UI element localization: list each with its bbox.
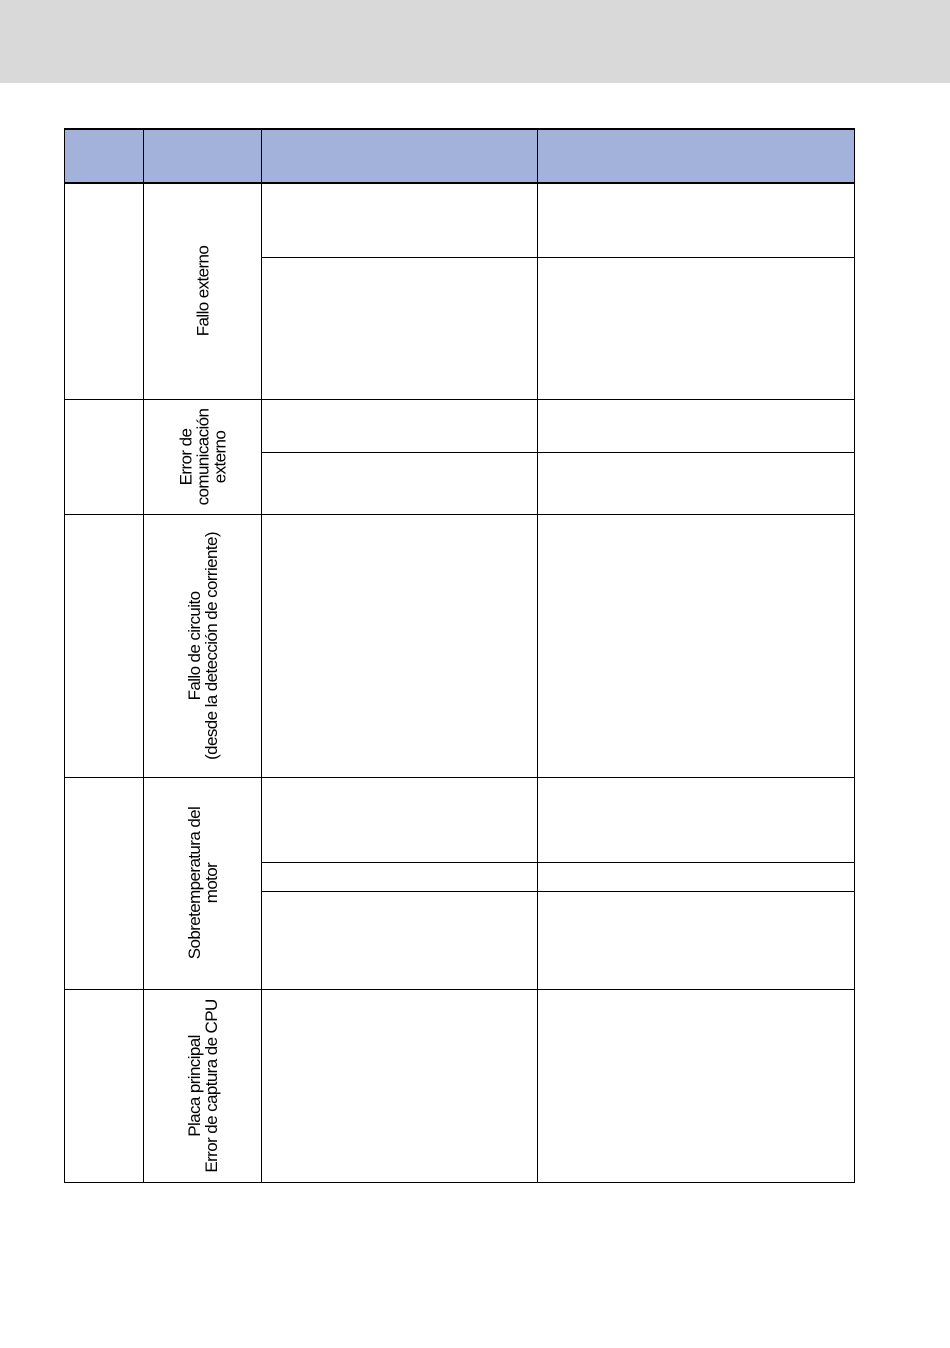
remedy-cell [538, 862, 855, 891]
fault-name: Fallo de circuito (desde la detección de corriente) [184, 531, 221, 760]
fault-name: Sobretemperatura del motor [184, 806, 221, 960]
cause-cell [262, 399, 538, 452]
cause-cell [262, 514, 538, 777]
fault-name-cell [144, 777, 262, 989]
fault-name-cell [144, 399, 262, 514]
table-row [65, 399, 855, 452]
cause-cell [262, 183, 538, 257]
fault-name-cell [144, 514, 262, 777]
header-cause [262, 129, 538, 183]
remedy-cell [538, 514, 855, 777]
cause-cell [262, 777, 538, 862]
fault-code-cell [65, 514, 144, 777]
cause-cell [262, 891, 538, 989]
remedy-cell [538, 183, 855, 257]
cause-cell [262, 257, 538, 399]
fault-code-cell [65, 183, 144, 399]
remedy-cell [538, 989, 855, 1182]
table-row [65, 183, 855, 257]
header-remedy [538, 129, 855, 183]
table-row [65, 989, 855, 1182]
remedy-cell [538, 452, 855, 514]
table-row [65, 514, 855, 777]
fault-table [64, 128, 855, 1183]
header-fault-name [144, 129, 262, 183]
table-header-row [65, 129, 855, 183]
fault-code-cell [65, 989, 144, 1182]
remedy-cell [538, 399, 855, 452]
fault-name: Error de comunicación externo [176, 408, 229, 505]
page-header-band [0, 0, 950, 83]
remedy-cell [538, 891, 855, 989]
cause-cell [262, 862, 538, 891]
fault-name-cell [144, 183, 262, 399]
cause-cell [262, 452, 538, 514]
remedy-cell [538, 257, 855, 399]
fault-name: Fallo externo [193, 246, 212, 337]
fault-code-cell [65, 399, 144, 514]
remedy-cell [538, 777, 855, 862]
fault-code-cell [65, 777, 144, 989]
fault-name-cell [144, 989, 262, 1182]
cause-cell [262, 989, 538, 1182]
fault-name: Placa principal Error de captura de CPU [184, 998, 221, 1173]
table-row [65, 777, 855, 862]
header-code [65, 129, 144, 183]
